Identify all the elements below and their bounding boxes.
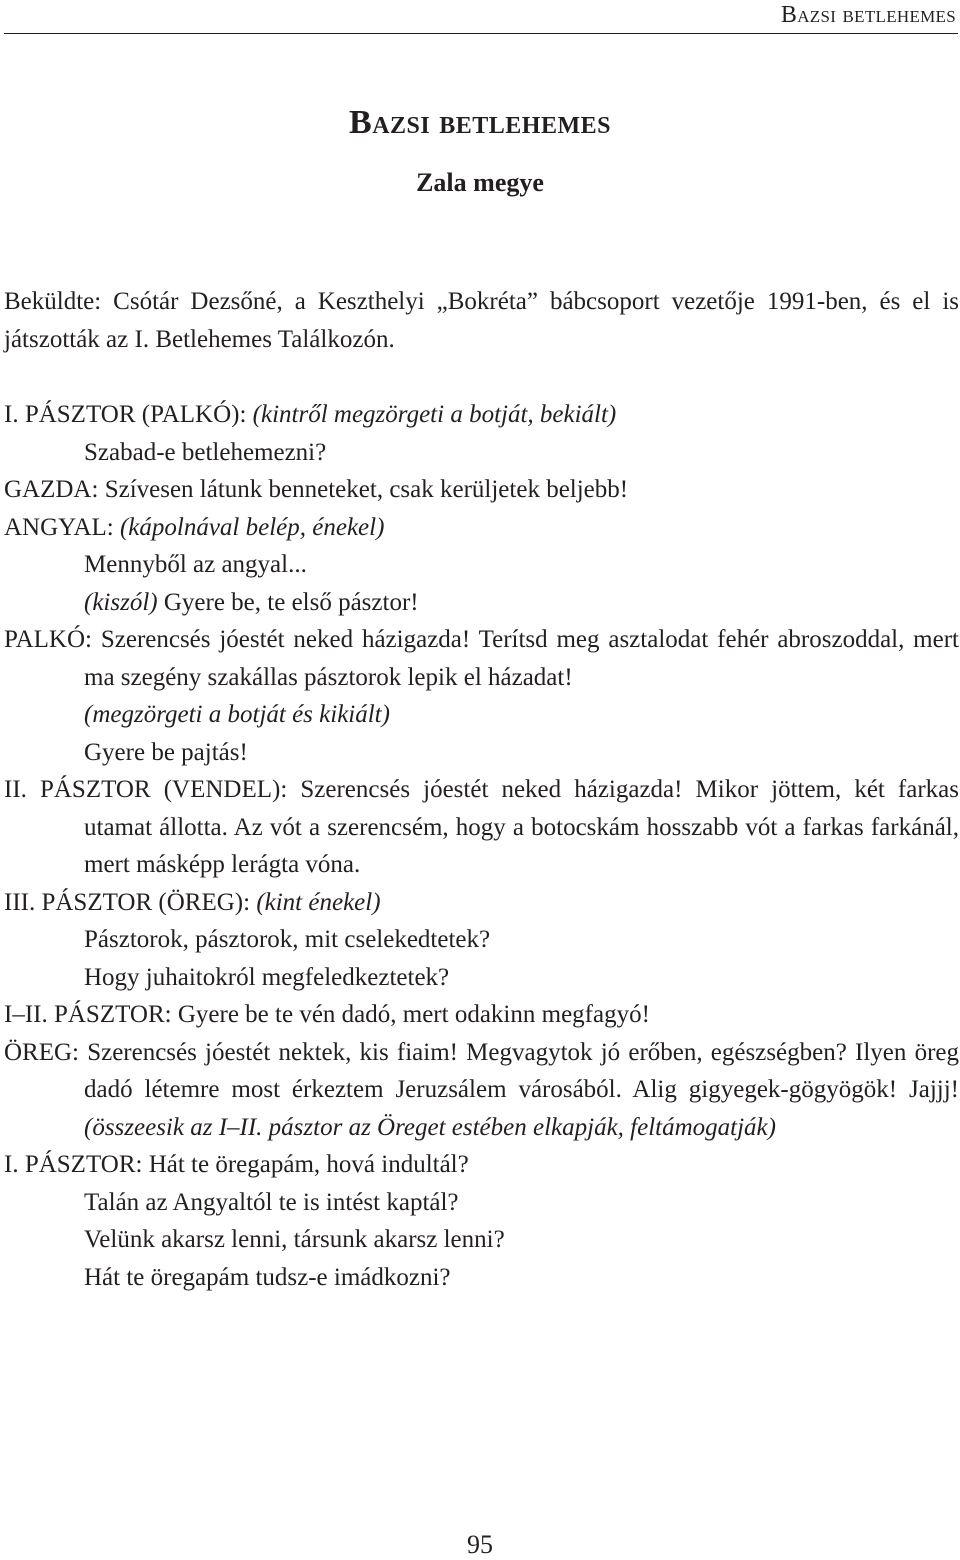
speech-palko-2 (4, 621, 959, 696)
speech-text: Szerencsés jóestét neked házigazda! Mikor jöttem, két farkas utamat állotta. Az vót a szerencsém, hogy a botocskám hosszabb vót a farkas farkánál, mert másképp lerágta vóna. (84, 776, 960, 878)
speech-line: Szabad-e betlehemezni? (84, 438, 327, 466)
page-title: Bazsi betlehemes (349, 104, 611, 141)
stage-direction: (kiszól) (84, 588, 158, 616)
running-head: Bazsi betlehemes (780, 2, 956, 28)
intro-paragraph (4, 283, 959, 358)
header-rule (4, 33, 958, 34)
verse-line: Velünk akarsz lenni, társunk akarsz lenni? (84, 1226, 505, 1253)
speaker-name: I. PÁSZTOR (PALKÓ): (4, 401, 247, 428)
speech-angyal (4, 509, 959, 547)
verse-line: Hát te öregapám tudsz-e imádkozni? (84, 1263, 451, 1291)
speaker-name: PALKÓ: (4, 626, 92, 653)
speech-text: Gyere be, te első pásztor! (163, 588, 419, 616)
speech-palko-3 (4, 1146, 959, 1184)
stage-direction: (összeesik az I–II. pásztor az Öreget estében elkapják, feltámogatják) (84, 1113, 776, 1141)
speech-line: Mennyből az angyal... (84, 551, 307, 578)
speech-gazda (4, 471, 959, 509)
stage-direction-line (4, 696, 959, 734)
speaker-name: II. PÁSZTOR (VENDEL): (4, 776, 288, 803)
speaker-name: GAZDA: (4, 476, 99, 503)
stage-direction: (kápolnával belép, énekel) (119, 513, 385, 541)
stage-direction: (kint énekel) (256, 888, 381, 916)
speech-oreg-1 (4, 884, 959, 922)
speaker-name: III. PÁSZTOR (ÖREG): (4, 888, 251, 916)
stage-direction: (megzörgeti a botját és kikiált) (84, 701, 390, 728)
speech-text: Hát te öregapám, hová indultál? (148, 1151, 469, 1178)
speech-text: Szívesen látunk benneteket, csak kerüljetek beljebb! (104, 476, 629, 503)
speaker-name: ÖREG: (4, 1038, 79, 1066)
script-body (4, 396, 959, 1296)
page-number: 95 (467, 1530, 493, 1559)
speech-palko-1 (4, 396, 959, 434)
page-subtitle: Zala megye (416, 168, 544, 197)
speech-vendel (4, 771, 959, 884)
speech-line (4, 584, 959, 622)
speaker-name: I. PÁSZTOR: (4, 1151, 143, 1178)
stage-direction: (kintről megzörgeti a botját, bekiált) (252, 401, 617, 428)
speaker-name: I–II. PÁSZTOR: (4, 1001, 172, 1028)
speaker-name: ANGYAL: (4, 513, 114, 541)
speech-text: Gyere be te vén dadó, mert odakinn megfagyó! (177, 1001, 650, 1028)
speech-line: Gyere be pajtás! (84, 738, 248, 766)
speech-text: Szerencsés jóestét nektek, kis fiaim! Megvagytok jó erőben, egészségben? Ilyen öreg dadó létemre most érkeztem Jeruzsálem városából. Alig gigyegek-gögyögök! Jajjj! (84, 1038, 959, 1103)
speech-text: Szerencsés jóestét neked házigazda! Terítsd meg asztalodat fehér abroszoddal, mert ma szegény szakállas pásztorok lepik el házadat! (84, 626, 959, 691)
speech-oreg-2 (4, 1034, 959, 1147)
intro-text: Beküldte: Csótár Dezsőné, a Keszthelyi „Bokréta” bábcsoport vezetője 1991-ben, és el is játszották az I. Betlehemes Találkozón. (4, 288, 959, 353)
song-line: Pásztorok, pásztorok, mit cselekedtetek? (84, 926, 491, 953)
speech-pasztorok (4, 996, 959, 1034)
verse-line: Talán az Angyaltól te is intést kaptál? (84, 1188, 459, 1216)
song-line: Hogy juhaitokról megfeledkeztetek? (84, 963, 450, 991)
